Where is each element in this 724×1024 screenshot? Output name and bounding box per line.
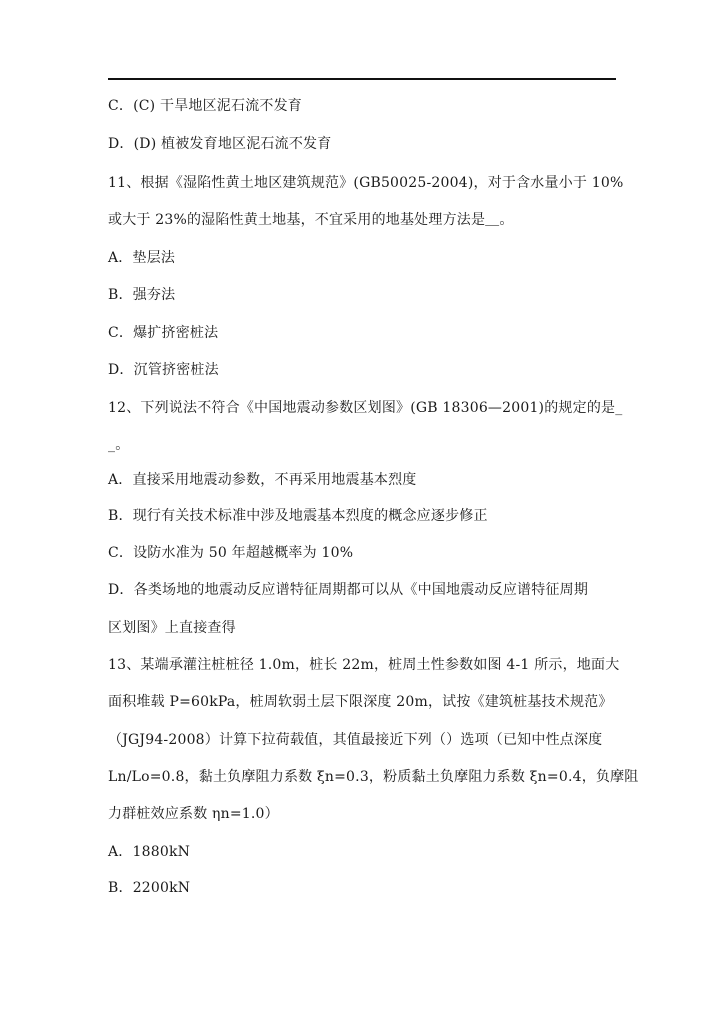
question-11-line-1: 11、根据《湿陷性黄土地区建筑规范》(GB50025-2004)，对于含水量小于 10% [108,175,624,191]
q11-option-a: A．垫层法 [108,250,176,266]
q12-option-d-line-1: D．各类场地的地震动反应谱特征周期都可以从《中国地震动反应谱特征周期 [108,582,589,598]
q12-option-c: C．设防水准为 50 年超越概率为 10% [108,545,354,561]
question-12-line-1: 12、下列说法不符合《中国地震动参数区划图》(GB 18306—2001)的规定的是_ [108,400,623,416]
q12-option-a: A．直接采用地震动参数，不再采用地震基本烈度 [108,472,417,488]
question-13-line-3: （JGJ94-2008）计算下拉荷载值，其值最接近下列（）选项（已知中性点深度 [108,732,603,748]
header-rule [108,78,616,80]
question-13-line-2: 面积堆载 P=60kPa，桩周软弱土层下限深度 20m，试按《建筑桩基技术规范》 [108,694,613,710]
question-13-line-5: 力群桩效应系数 ηn=1.0） [108,806,279,822]
question-13-line-4: Ln/Lo=0.8，黏土负摩阻力系数 ξn=0.3，粉质黏土负摩阻力系数 ξn=0.4，负摩阻 [108,769,639,785]
question-12-line-2: _。 [108,437,130,453]
q13-option-b: B．2200kN [108,880,191,896]
question-13-line-1: 13、某端承灌注桩桩径 1.0m，桩长 22m，桩周土性参数如图 4-1 所示，地面大 [108,657,620,673]
q13-option-a: A．1880kN [108,844,191,860]
question-11-line-2: 或大于 23%的湿陷性黄土地基，不宜采用的地基处理方法是＿。 [108,212,514,228]
q12-option-d-line-2: 区划图》上直接查得 [108,620,236,636]
option-c-mudflow-arid: C．(C) 干旱地区泥石流不发育 [108,98,302,114]
q12-option-b: B．现行有关技术标准中涉及地震基本烈度的概念应逐步修正 [108,508,488,524]
q11-option-c: C．爆扩挤密桩法 [108,325,219,341]
option-d-mudflow-vegetation: D．(D) 植被发育地区泥石流不发育 [108,136,332,152]
q11-option-b: B．强夯法 [108,287,176,303]
q11-option-d: D．沉管挤密桩法 [108,362,219,378]
